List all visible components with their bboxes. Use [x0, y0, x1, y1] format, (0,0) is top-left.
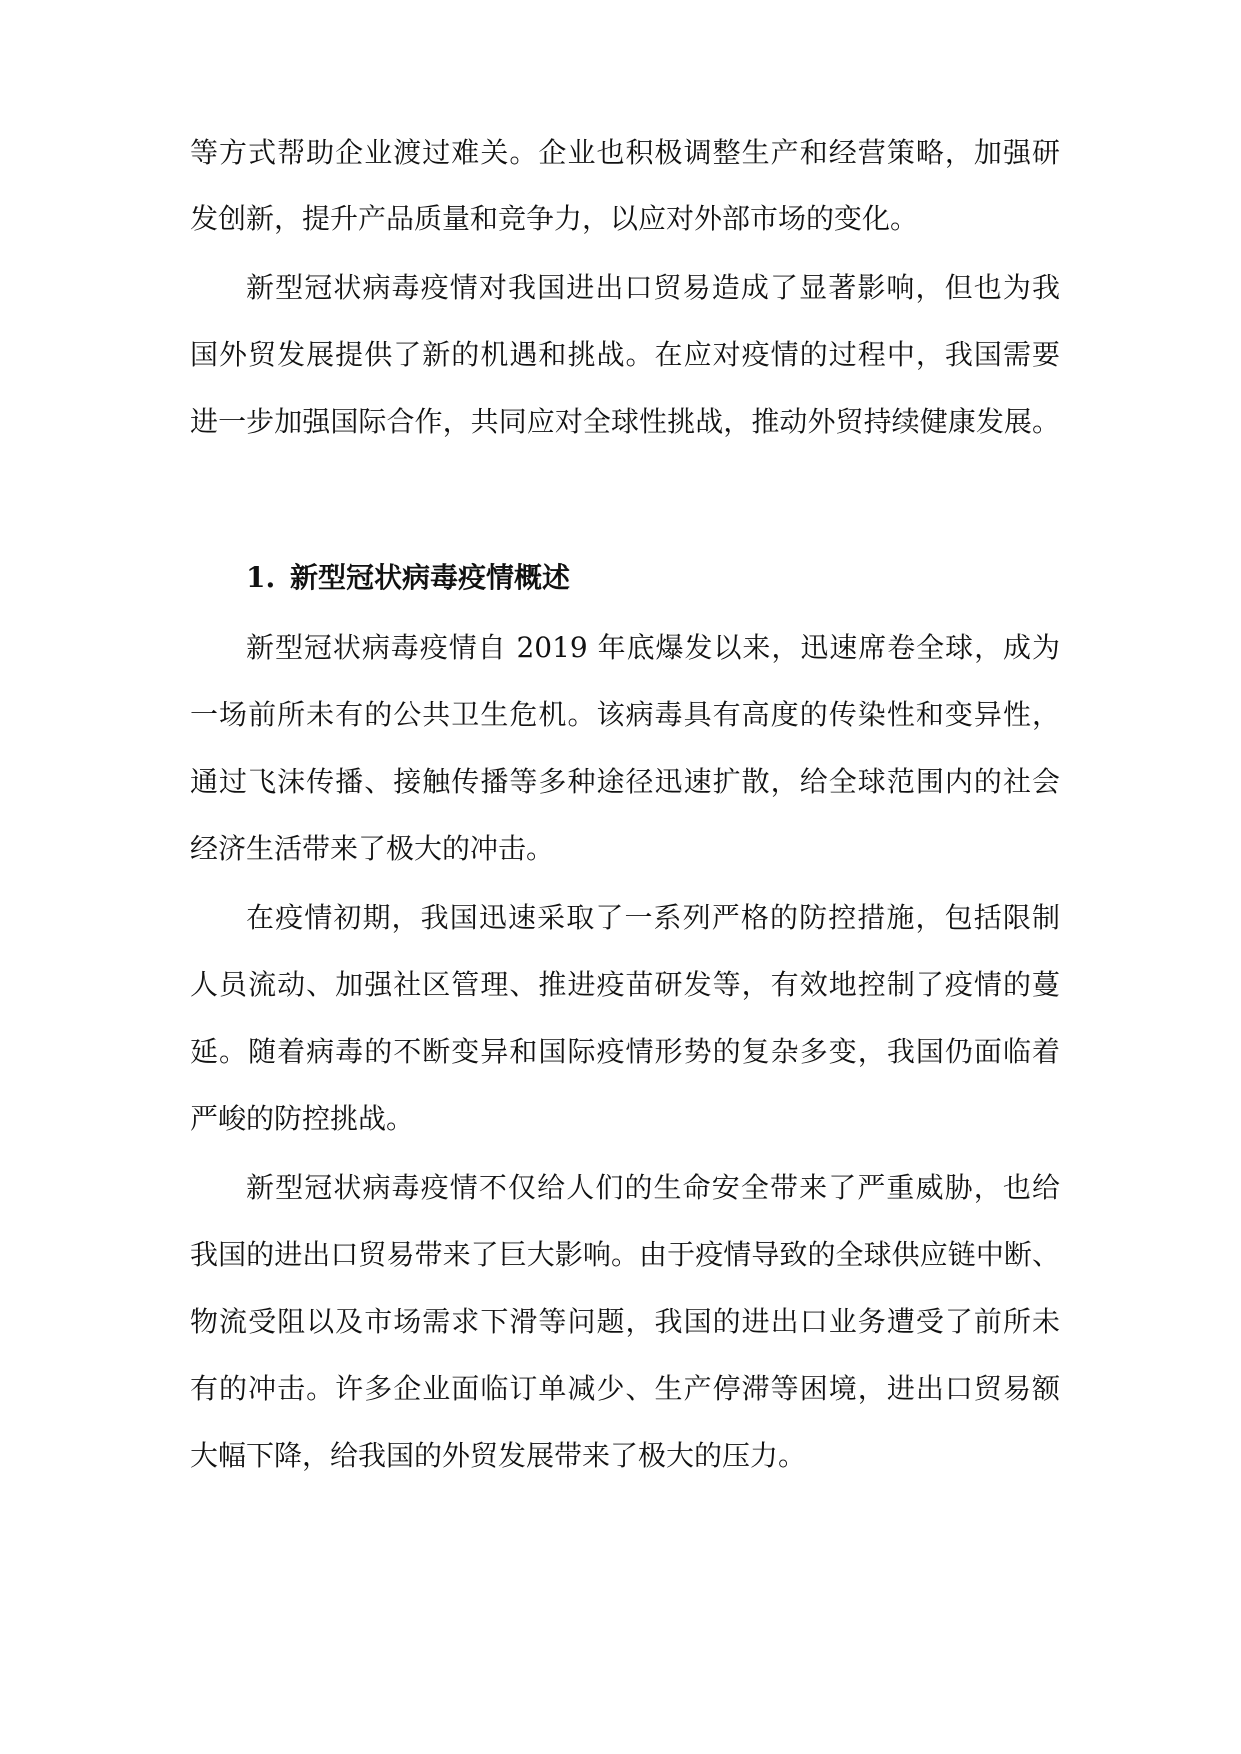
section-number: 1. — [246, 561, 276, 594]
paragraph-line: 我国的进出口贸易带来了巨大影响。由于疫情导致的全球供应链中断、 — [190, 1238, 1060, 1271]
paragraph-line: 等方式帮助企业渡过难关。企业也积极调整生产和经营策略，加强研 — [190, 136, 1060, 169]
paragraph-line: 严峻的防控挑战。 — [190, 1102, 415, 1135]
paragraph-line: 大幅下降，给我国的外贸发展带来了极大的压力。 — [190, 1439, 807, 1472]
paragraph-line: 人员流动、加强社区管理、推进疫苗研发等，有效地控制了疫情的蔓 — [190, 968, 1060, 1001]
paragraph-line: 通过飞沫传播、接触传播等多种途径迅速扩散，给全球范围内的社会 — [190, 765, 1060, 798]
section-heading — [246, 558, 570, 598]
paragraph-line: 新型冠状病毒疫情不仅给人们的生命安全带来了严重威胁，也给 — [246, 1171, 1060, 1204]
paragraph-line: 一场前所未有的公共卫生危机。该病毒具有高度的传染性和变异性， — [190, 698, 1060, 731]
paragraph-line: 在疫情初期，我国迅速采取了一系列严格的防控措施，包括限制 — [246, 901, 1060, 934]
paragraph-line: 新型冠状病毒疫情对我国进出口贸易造成了显著影响，但也为我 — [246, 271, 1060, 304]
paragraph-line: 有的冲击。许多企业面临订单减少、生产停滞等困境，进出口贸易额 — [190, 1372, 1060, 1405]
paragraph-line: 新型冠状病毒疫情自 2019 年底爆发以来，迅速席卷全球，成为 — [246, 631, 1060, 664]
paragraph-line: 进一步加强国际合作，共同应对全球性挑战，推动外贸持续健康发展。 — [190, 405, 1060, 438]
paragraph-line: 延。随着病毒的不断变异和国际疫情形势的复杂多变，我国仍面临着 — [190, 1035, 1060, 1068]
paragraph-line: 经济生活带来了极大的冲击。 — [190, 832, 555, 865]
paragraph-line: 物流受阻以及市场需求下滑等问题，我国的进出口业务遭受了前所未 — [190, 1305, 1060, 1338]
paragraph-line: 发创新，提升产品质量和竞争力，以应对外部市场的变化。 — [190, 202, 919, 235]
section-title: 新型冠状病毒疫情概述 — [290, 561, 571, 594]
paragraph-line: 国外贸发展提供了新的机遇和挑战。在应对疫情的过程中，我国需要 — [190, 338, 1060, 371]
